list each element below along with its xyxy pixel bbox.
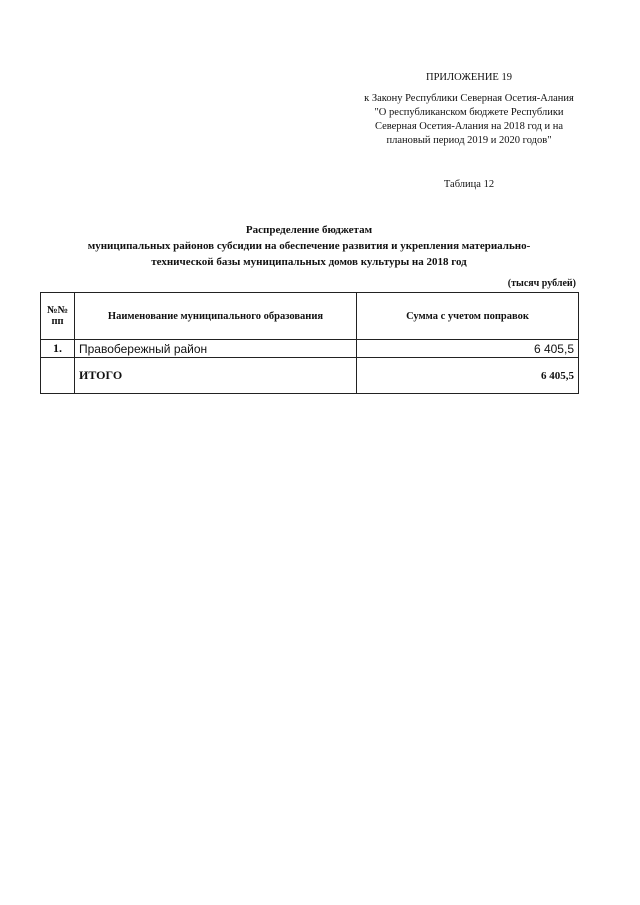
table-header-row bbox=[41, 293, 579, 340]
table-row bbox=[41, 340, 579, 358]
appendix-description: к Закону Республики Северная Осетия-Алания "О республиканском бюджете Республики Северная Осетия-Алания на 2018 год и на плановый период 2019 и 2020 годов" bbox=[364, 93, 574, 146]
units-label: (тысяч рублей) bbox=[507, 278, 576, 289]
header-sum: Сумма с учетом поправок bbox=[357, 293, 579, 340]
row-name: Правобережный район bbox=[75, 340, 357, 358]
subsidy-table bbox=[40, 292, 579, 394]
heading-line-1: Распределение бюджетам bbox=[245, 224, 373, 236]
row-num: 1. bbox=[41, 340, 75, 358]
heading-line-2: муниципальных районов субсидии на обеспечение развития и укрепления материально- bbox=[87, 240, 531, 252]
row-sum: 6 405,5 bbox=[357, 340, 579, 358]
header-name: Наименование муниципального образования bbox=[75, 293, 357, 340]
header-num: №№ пп bbox=[41, 293, 75, 340]
total-label: ИТОГО bbox=[75, 358, 357, 394]
appendix-title: ПРИЛОЖЕНИЕ 19 bbox=[426, 72, 512, 83]
heading-line-3: технической базы муниципальных домов культуры на 2018 год bbox=[151, 256, 467, 268]
table-total-row bbox=[41, 358, 579, 394]
total-sum: 6 405,5 bbox=[357, 358, 579, 394]
table-number: Таблица 12 bbox=[443, 179, 495, 190]
total-num-cell bbox=[41, 358, 75, 394]
